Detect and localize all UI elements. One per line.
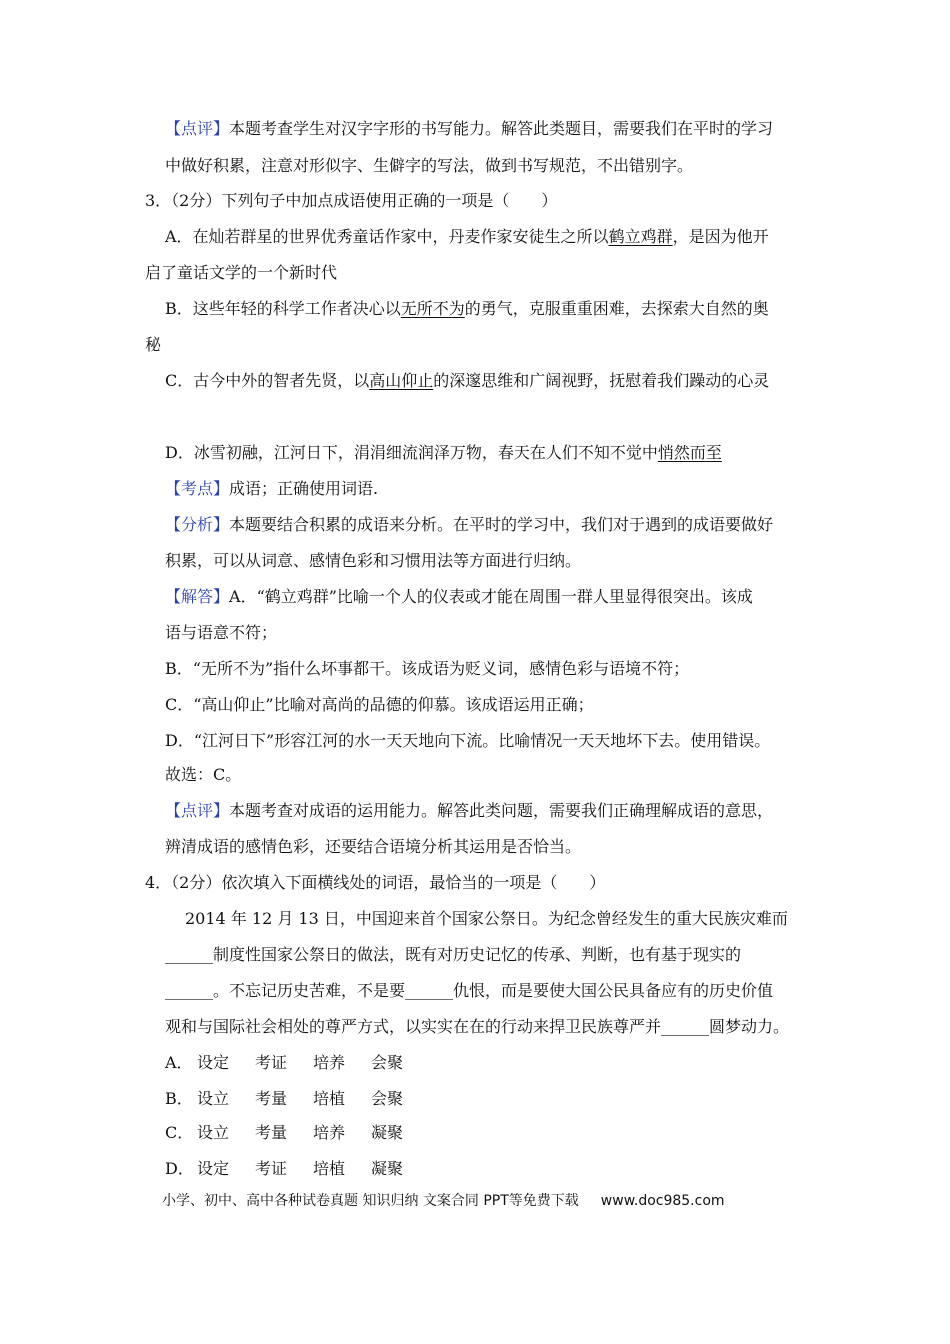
q3-jieda-b: B．“无所不为”指什么坏事都干。该成语为贬义词，感情色彩与语境不符；: [165, 659, 690, 678]
q4-option-c: C． 设立 考量 培养 凝聚: [165, 1123, 404, 1142]
q4-option-b: B． 设立 考量 培植 会聚: [165, 1089, 404, 1108]
q3-fenxi-line1: 【分析】本题要结合积累的成语来分析。在平时的学习中，我们对于遇到的成语要做好: [165, 515, 774, 534]
q3-jieda-d: D．“江河日下”形容江河的水一天天地向下流。比喻情况一天天地坏下去。使用错误。: [165, 731, 771, 750]
q4-passage-line4: 观和与国际社会相处的尊严方式，以实实在在的行动来捍卫民族尊严并______圆梦动力。: [165, 1017, 790, 1036]
idiom-underlined: 无所不为: [400, 299, 465, 318]
q3-choice: 故选：C。: [165, 765, 242, 784]
q3-option-a: A．在灿若群星的世界优秀童话作家中，丹麦作家安徒生之所以鹤立鸡群，是因为他开: [165, 227, 769, 246]
q3-kaodian: 【考点】成语；正确使用词语.: [165, 479, 379, 498]
q4-passage-line2: ______制度性国家公祭日的做法，既有对历史记忆的传承、判断，也有基于现实的: [165, 945, 742, 964]
q2-review-line2: 中做好积累，注意对形似字、生僻字的写法，做到书写规范，不出错别字。: [165, 156, 694, 175]
idiom-underlined: 悄然而至: [657, 443, 722, 462]
q2-review-line1: 【点评】本题考查学生对汉字字形的书写能力。解答此类题目，需要我们在平时的学习: [165, 119, 774, 138]
review-tag: 【点评】: [165, 119, 230, 138]
q3-dianping-line1: 【点评】本题考查对成语的运用能力。解答此类问题，需要我们正确理解成语的意思，: [165, 801, 774, 820]
q3-dianping-line2: 辨清成语的感情色彩，还要结合语境分析其运用是否恰当。: [165, 837, 582, 856]
q3-stem: 3．（2分）下列句子中加点成语使用正确的一项是（ ）: [145, 191, 558, 210]
q3-option-d: D．冰雪初融，江河日下，涓涓细流润泽万物，春天在人们不知不觉中悄然而至: [165, 443, 722, 462]
q3-option-b-cont: 秘: [145, 335, 162, 354]
q3-option-b: B．这些年轻的科学工作者决心以无所不为的勇气，克服重重困难，去探索大自然的奥: [165, 299, 769, 318]
idiom-underlined: 鹤立鸡群: [608, 227, 673, 246]
q4-option-d: D． 设定 考证 培植 凝聚: [165, 1159, 404, 1178]
q3-option-c: C．古今中外的智者先贤，以高山仰止的深邃思维和广阔视野，抚慰着我们躁动的心灵: [165, 371, 770, 390]
q3-jieda-c: C．“高山仰止”比喻对高尚的品德的仰慕。该成语运用正确；: [165, 695, 594, 714]
q3-jieda-line2: 语与语意不符；: [165, 623, 278, 642]
footer-url[interactable]: www.doc985.com: [600, 1193, 725, 1209]
q4-passage-line1: 2014 年 12 月 13 日，中国迎来首个国家公祭日。为纪念曾经发生的重大民族灾难而: [185, 909, 788, 928]
idiom-underlined: 高山仰止: [369, 371, 434, 390]
footer: [162, 1190, 725, 1210]
q4-stem: 4．（2分）依次填入下面横线处的词语，最恰当的一项是（ ）: [145, 873, 606, 892]
q4-passage-line3: ______。不忘记历史苦难，不是要______仇恨，而是要使大国公民具备应有的历史价值: [165, 981, 774, 1000]
q3-fenxi-line2: 积累，可以从词意、感情色彩和习惯用法等方面进行归纳。: [165, 551, 582, 570]
q3-option-a-cont: 启了童话文学的一个新时代: [145, 263, 338, 282]
q3-jieda-line1: 【解答】A．“鹤立鸡群”比喻一个人的仪表或才能在周围一群人里显得很突出。该成: [165, 587, 753, 606]
q4-option-a: A． 设定 考证 培养 会聚: [165, 1053, 404, 1072]
footer-text: 小学、初中、高中各种试卷真题 知识归纳 文案合同 PPT等免费下载: [162, 1193, 579, 1209]
